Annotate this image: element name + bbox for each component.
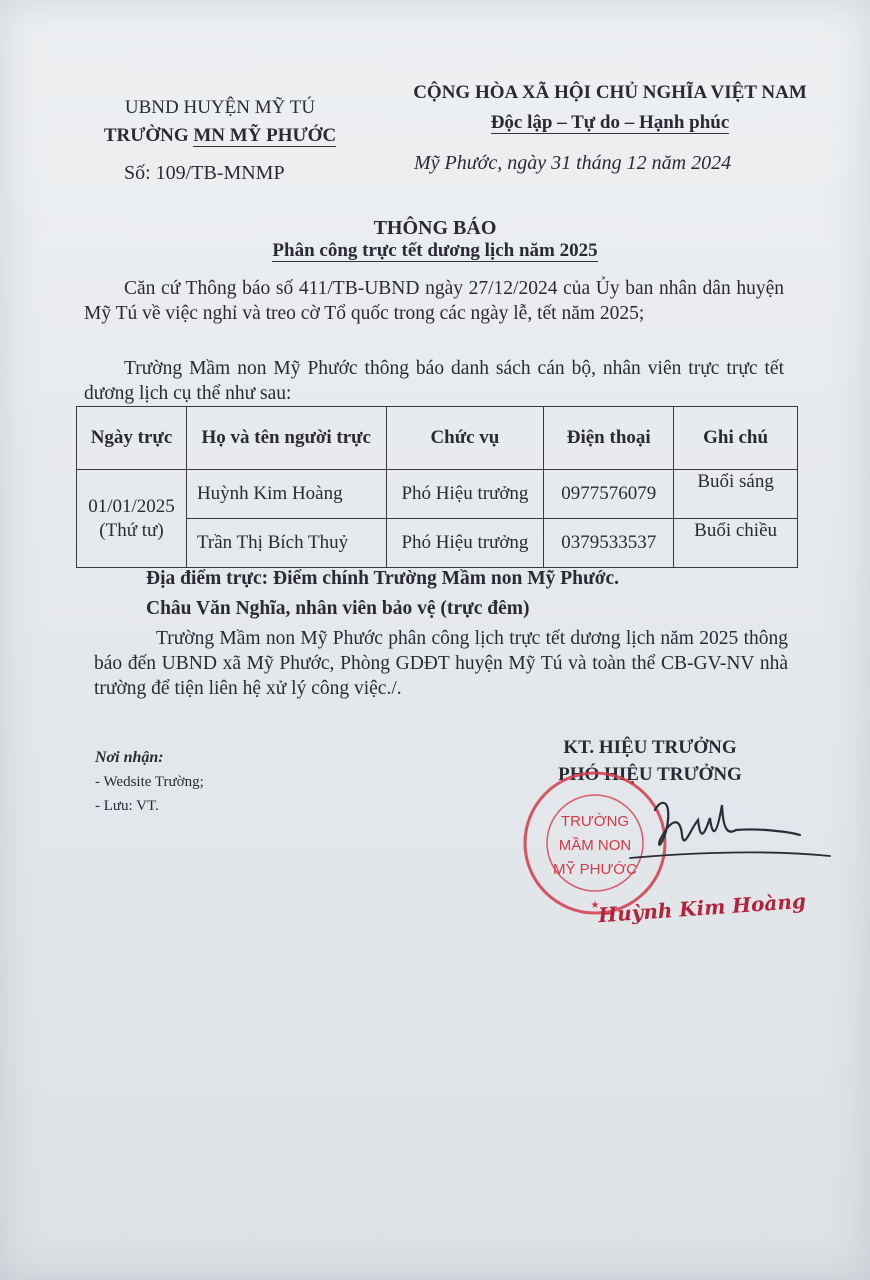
stamp-line: MỸ PHƯỚC (552, 861, 638, 878)
nation-line-2: Độc lập – Tự do – Hạnh phúc (490, 112, 730, 133)
issuing-authority (100, 94, 340, 150)
table-row (77, 470, 798, 519)
paragraph-legal-basis: Căn cứ Thông báo số 411/TB-UBND ngày 27/12/2024 của Ủy ban nhân dân huyện Mỹ Tú về việc nghỉ và treo cờ Tổ quốc trong các ngày lễ, tết năm 2025; (84, 278, 784, 324)
staff-name: Huỳnh Kim Hoàng (186, 470, 386, 519)
svg-text:★: ★ (590, 900, 600, 911)
signer-name: Huỳnh Kim Hoàng (597, 888, 807, 928)
duty-location: Địa điểm trực: Điểm chính Trường Mầm non Mỹ Phước. (146, 568, 620, 589)
paragraph-closing: Trường Mầm non Mỹ Phước phân công lịch trực tết dương lịch năm 2025 thông báo đến UBND xã Mỹ Phước, Phòng GDĐT huyện Mỹ Tú và toàn thể CB-GV-NV nhà trường để tiện liên hệ xử lý công việc./. (94, 628, 788, 699)
signer-title-2: PHÓ HIỆU TRƯỞNG (558, 764, 742, 785)
header-position: Chức vụ (386, 407, 544, 470)
header-note: Ghi chú (674, 407, 798, 470)
signer-title-1: KT. HIỆU TRƯỞNG (563, 737, 737, 758)
handwritten-signature-icon (560, 780, 840, 880)
night-guard: Châu Văn Nghĩa, nhân viên bảo vệ (trực đêm) (146, 598, 530, 619)
header-phone: Điện thoại (544, 407, 674, 470)
org-line-2: TRƯỜNG MN MỸ PHƯỚC (103, 125, 337, 146)
recipient-item: - Lưu: VT. (95, 798, 159, 814)
staff-note: Buổi sáng (674, 470, 798, 519)
national-motto (400, 78, 820, 138)
staff-position: Phó Hiệu trưởng (386, 519, 544, 568)
duty-date-cell (77, 470, 187, 568)
header-date: Ngày trực (77, 407, 187, 470)
document-number: Số: 109/TB-MNMP (124, 162, 285, 184)
document-subtitle: Phân công trực tết dương lịch năm 2025 (272, 240, 598, 261)
recipients (95, 746, 204, 818)
table-header-row (77, 407, 798, 470)
header-name: Họ và tên người trực (186, 407, 386, 470)
duty-date: 01/01/2025 (88, 495, 175, 517)
document-title: THÔNG BÁO (373, 217, 497, 239)
org-line-1: UBND HUYỆN MỸ TÚ (124, 97, 316, 118)
recipient-item: - Wedsite Trường; (95, 774, 204, 790)
stamp-line: MẦM NON (558, 837, 632, 854)
staff-position: Phó Hiệu trưởng (386, 470, 544, 519)
staff-phone: 0379533537 (544, 519, 674, 568)
nation-line-1: CỘNG HÒA XÃ HỘI CHỦ NGHĨA VIỆT NAM (413, 82, 807, 103)
staff-name: Trần Thị Bích Thuỷ (186, 519, 386, 568)
duty-table (76, 406, 798, 568)
stamp-line: TRƯỜNG (560, 813, 630, 830)
duty-weekday: (Thứ tư) (99, 519, 164, 541)
paragraph-intro-list: Trường Mầm non Mỹ Phước thông báo danh sách cán bộ, nhân viên trực trực tết dương lịch cụ thể như sau: (84, 358, 784, 404)
staff-phone: 0977576079 (544, 470, 674, 519)
recipients-heading: Nơi nhận: (95, 749, 164, 766)
staff-note: Buổi chiều (674, 519, 798, 568)
place-date: Mỹ Phước, ngày 31 tháng 12 năm 2024 (414, 152, 732, 174)
